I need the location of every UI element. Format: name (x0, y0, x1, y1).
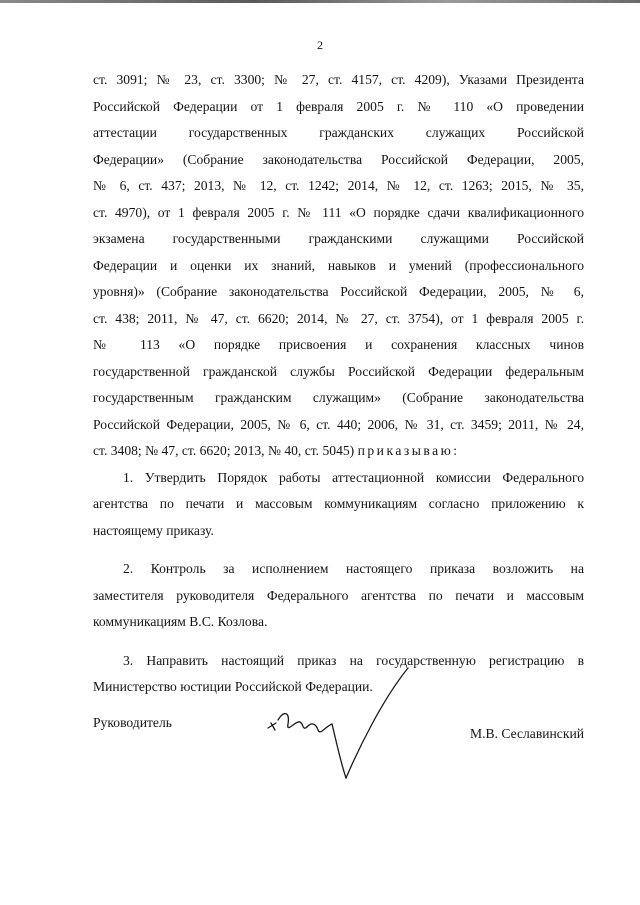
scan-top-edge (0, 0, 640, 3)
body-line-last (93, 438, 584, 465)
body-line: Российской Федерации, 2005, № 6, ст. 440; 2006, № 31, ст. 3459; 2011, № 24, (93, 416, 584, 432)
body-line: Федерации» (Собрание законодательства Российской Федерации, 2005, (93, 151, 584, 167)
signatory-name: М.В. Сеславинский (470, 726, 584, 741)
body-last-line-text: ст. 3408; № 47, ст. 6620; 2013, № 40, ст. 5045) (93, 443, 355, 458)
item-2-line: заместителя руководителя Федерального агентства по печати и массовым (93, 587, 584, 603)
body-line: № 6, ст. 437; 2013, № 12, ст. 1242; 2014, № 12, ст. 1263; 2015, № 35, (93, 178, 584, 193)
item-3-line: Министерство юстиции Российской Федерации. (93, 679, 373, 694)
body-line: ст. 4970), от 1 февраля 2005 г. № 111 «О порядке сдачи квалификационного (93, 204, 584, 220)
item-1-line: 1. Утвердить Порядок работы аттестационной комиссии Федерального (123, 469, 584, 485)
body-line: Федерации и оценки их знаний, навыков и умений (профессионального (93, 257, 584, 273)
page-number: 2 (317, 38, 323, 52)
item-3-line: 3. Направить настоящий приказ на государственную регистрацию в (123, 652, 584, 668)
body-line: Российской Федерации от 1 февраля 2005 г. № 110 «О проведении (93, 98, 584, 114)
body-line: ст. 438; 2011, № 47, ст. 6620; 2014, № 27, ст. 3754), от 1 февраля 2005 г. (93, 310, 584, 326)
document-body (93, 67, 584, 701)
item-2-line: коммуникациям В.С. Козлова. (93, 614, 268, 629)
body-line: № 113 «О порядке присвоения и сохранения классных чинов (93, 337, 584, 352)
body-line: экзамена государственными гражданскими служащими Российской (93, 231, 584, 246)
body-line: государственной гражданской службы Российской Федерации федеральным (93, 363, 584, 379)
body-line: аттестации государственных гражданских служащих Российской (93, 125, 584, 140)
body-line: уровня)» (Собрание законодательства Российской Федерации, 2005, № 6, (93, 284, 584, 299)
handwritten-signature (262, 660, 422, 800)
signatory-title: Руководитель (93, 715, 172, 730)
paragraph-spacer (93, 636, 584, 648)
body-line: государственным гражданским служащим» (Собрание законодательства (93, 390, 584, 405)
paragraph-spacer (93, 544, 584, 556)
item-2-line: 2. Контроль за исполнением настоящего приказа возложить на (123, 561, 584, 576)
order-word: приказываю: (357, 443, 460, 458)
body-line: ст. 3091; № 23, ст. 3300; № 27, ст. 4157, ст. 4209), Указами Президента (93, 72, 584, 87)
item-1-line: агентства по печати и массовым коммуникациям согласно приложению к (93, 496, 584, 511)
item-1-line: настоящему приказу. (93, 522, 214, 538)
